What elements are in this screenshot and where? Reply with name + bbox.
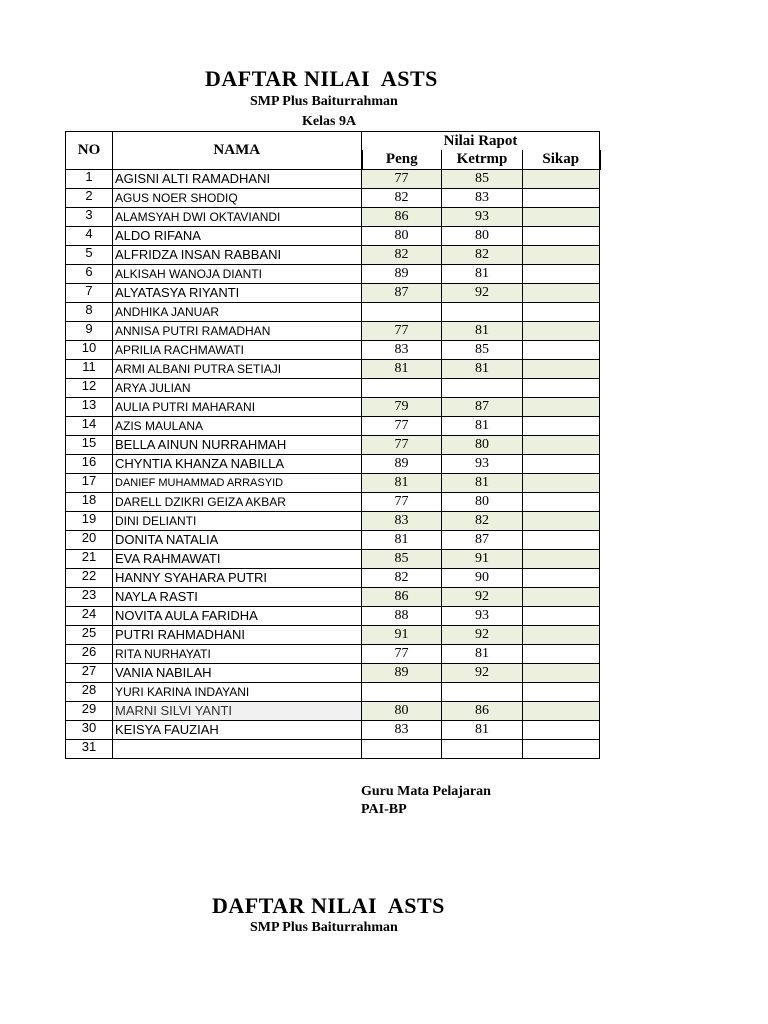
table-row [66, 607, 600, 626]
score-sikap [523, 379, 600, 398]
row-number: 19 [66, 512, 113, 531]
score-sikap [523, 455, 600, 474]
score-peng [362, 683, 442, 702]
student-name: BELLA AINUN NURRAHMAH [113, 436, 362, 455]
header-nama: NAMA [113, 132, 362, 170]
row-number: 3 [66, 208, 113, 227]
table-row [66, 379, 600, 398]
score-peng: 77 [362, 493, 442, 512]
table-row [66, 208, 600, 227]
score-peng: 82 [362, 246, 442, 265]
student-name: VANIA NABILAH [113, 664, 362, 683]
student-name: ARMI ALBANI PUTRA SETIAJI [113, 360, 362, 379]
score-sikap [523, 493, 600, 512]
score-ketrmp: 86 [442, 702, 523, 721]
row-number: 16 [66, 455, 113, 474]
score-sikap [523, 284, 600, 303]
table-row [66, 740, 600, 759]
student-name: EVA RAHMAWATI [113, 550, 362, 569]
score-ketrmp [442, 379, 523, 398]
row-number: 1 [66, 170, 113, 189]
row-number: 18 [66, 493, 113, 512]
student-name: DANIEF MUHAMMAD ARRASYID [113, 474, 362, 493]
score-sikap [523, 702, 600, 721]
score-ketrmp [442, 683, 523, 702]
score-sikap [523, 341, 600, 360]
score-ketrmp: 81 [442, 474, 523, 493]
score-ketrmp: 92 [442, 588, 523, 607]
score-sikap [523, 531, 600, 550]
row-number: 2 [66, 189, 113, 208]
score-ketrmp [442, 303, 523, 322]
row-number: 22 [66, 569, 113, 588]
table-row [66, 398, 600, 417]
row-number: 26 [66, 645, 113, 664]
row-number: 29 [66, 702, 113, 721]
row-number: 8 [66, 303, 113, 322]
score-peng [362, 740, 442, 759]
table-row [66, 455, 600, 474]
score-peng: 81 [362, 474, 442, 493]
score-peng: 82 [362, 569, 442, 588]
repeat-document-title: DAFTAR NILAI ASTS [212, 893, 445, 918]
score-peng: 91 [362, 626, 442, 645]
row-number: 7 [66, 284, 113, 303]
student-name: DARELL DZIKRI GEIZA AKBAR [113, 493, 362, 512]
student-name [113, 740, 362, 759]
table-row [66, 512, 600, 531]
class-name: Kelas 9A [302, 114, 357, 129]
row-number: 11 [66, 360, 113, 379]
score-peng: 77 [362, 170, 442, 189]
score-ketrmp: 85 [442, 170, 523, 189]
score-peng: 86 [362, 208, 442, 227]
score-sikap [523, 436, 600, 455]
score-sikap [523, 512, 600, 531]
score-ketrmp: 92 [442, 664, 523, 683]
score-peng: 85 [362, 550, 442, 569]
score-sikap [523, 227, 600, 246]
student-name: ARYA JULIAN [113, 379, 362, 398]
score-peng: 86 [362, 588, 442, 607]
score-ketrmp [442, 740, 523, 759]
table-row [66, 322, 600, 341]
score-ketrmp: 81 [442, 721, 523, 740]
score-peng: 81 [362, 531, 442, 550]
row-number: 30 [66, 721, 113, 740]
score-sikap [523, 683, 600, 702]
header-no: NO [66, 132, 113, 170]
score-ketrmp: 85 [442, 341, 523, 360]
score-ketrmp: 81 [442, 322, 523, 341]
document-title: DAFTAR NILAI ASTS [205, 66, 438, 91]
signature-role: Guru Mata Pelajaran [361, 784, 491, 799]
student-name: ALDO RIFANA [113, 227, 362, 246]
score-sikap [523, 208, 600, 227]
score-ketrmp: 80 [442, 493, 523, 512]
score-ketrmp: 93 [442, 208, 523, 227]
student-name: NOVITA AULA FARIDHA [113, 607, 362, 626]
score-sikap [523, 170, 600, 189]
row-number: 5 [66, 246, 113, 265]
score-sikap [523, 607, 600, 626]
school-name: SMP Plus Baiturrahman [250, 94, 398, 109]
student-name: ALFRIDZA INSAN RABBANI [113, 246, 362, 265]
score-ketrmp: 80 [442, 436, 523, 455]
score-peng: 80 [362, 227, 442, 246]
row-number: 21 [66, 550, 113, 569]
score-peng: 79 [362, 398, 442, 417]
score-peng: 77 [362, 417, 442, 436]
row-number: 20 [66, 531, 113, 550]
student-name: AZIS MAULANA [113, 417, 362, 436]
student-name: AGISNI ALTI RAMADHANI [113, 170, 362, 189]
score-ketrmp: 91 [442, 550, 523, 569]
table-row [66, 531, 600, 550]
score-peng: 87 [362, 284, 442, 303]
row-number: 28 [66, 683, 113, 702]
score-ketrmp: 80 [442, 227, 523, 246]
score-ketrmp: 87 [442, 398, 523, 417]
table-row [66, 360, 600, 379]
score-ketrmp: 90 [442, 569, 523, 588]
score-sikap [523, 189, 600, 208]
score-peng: 81 [362, 360, 442, 379]
score-sikap [523, 645, 600, 664]
table-row [66, 189, 600, 208]
score-peng: 80 [362, 702, 442, 721]
student-name: ALAMSYAH DWI OKTAVIANDI [113, 208, 362, 227]
student-name: DINI DELIANTI [113, 512, 362, 531]
table-row [66, 702, 600, 721]
score-ketrmp: 81 [442, 417, 523, 436]
score-ketrmp: 93 [442, 455, 523, 474]
score-sikap [523, 740, 600, 759]
table-row [66, 588, 600, 607]
header-peng: Peng [362, 150, 442, 170]
row-number: 15 [66, 436, 113, 455]
row-number: 4 [66, 227, 113, 246]
score-ketrmp: 81 [442, 645, 523, 664]
row-number: 10 [66, 341, 113, 360]
table-row [66, 664, 600, 683]
header-nilai-rapot: Nilai Rapot [362, 132, 600, 151]
score-ketrmp: 87 [442, 531, 523, 550]
row-number: 25 [66, 626, 113, 645]
table-row [66, 569, 600, 588]
score-ketrmp: 92 [442, 284, 523, 303]
score-peng: 77 [362, 322, 442, 341]
score-ketrmp: 92 [442, 626, 523, 645]
table-row [66, 265, 600, 284]
score-sikap [523, 721, 600, 740]
score-sikap [523, 322, 600, 341]
table-row [66, 303, 600, 322]
grades-table-body [66, 170, 600, 759]
table-row [66, 721, 600, 740]
score-sikap [523, 417, 600, 436]
student-name: NAYLA RASTI [113, 588, 362, 607]
score-peng: 88 [362, 607, 442, 626]
table-row [66, 436, 600, 455]
row-number: 27 [66, 664, 113, 683]
score-ketrmp: 82 [442, 512, 523, 531]
score-peng [362, 379, 442, 398]
score-peng: 89 [362, 455, 442, 474]
student-name: PUTRI RAHMADHANI [113, 626, 362, 645]
header-sikap: Sikap [523, 150, 600, 170]
signature-subject: PAI-BP [361, 802, 407, 817]
score-peng: 89 [362, 664, 442, 683]
table-row [66, 227, 600, 246]
score-peng: 77 [362, 436, 442, 455]
student-name: RITA NURHAYATI [113, 645, 362, 664]
score-sikap [523, 664, 600, 683]
row-number: 31 [66, 740, 113, 759]
score-sikap [523, 360, 600, 379]
score-peng: 82 [362, 189, 442, 208]
score-ketrmp: 83 [442, 189, 523, 208]
table-row [66, 170, 600, 189]
score-sikap [523, 588, 600, 607]
student-name: ANNISA PUTRI RAMADHAN [113, 322, 362, 341]
grades-table [65, 131, 601, 759]
table-row [66, 550, 600, 569]
row-number: 12 [66, 379, 113, 398]
row-number: 14 [66, 417, 113, 436]
score-sikap [523, 246, 600, 265]
score-ketrmp: 93 [442, 607, 523, 626]
row-number: 17 [66, 474, 113, 493]
score-peng: 83 [362, 341, 442, 360]
row-number: 9 [66, 322, 113, 341]
student-name: APRILIA RACHMAWATI [113, 341, 362, 360]
table-row [66, 341, 600, 360]
score-sikap [523, 303, 600, 322]
score-ketrmp: 81 [442, 360, 523, 379]
student-name: ALYATASYA RIYANTI [113, 284, 362, 303]
score-peng: 83 [362, 512, 442, 531]
score-peng: 89 [362, 265, 442, 284]
score-peng [362, 303, 442, 322]
student-name: CHYNTIA KHANZA NABILLA [113, 455, 362, 474]
score-sikap [523, 265, 600, 284]
score-peng: 83 [362, 721, 442, 740]
repeat-school-name: SMP Plus Baiturrahman [250, 920, 398, 935]
table-row [66, 417, 600, 436]
header-ketrmp: Ketrmp [442, 150, 523, 170]
score-sikap [523, 569, 600, 588]
table-row [66, 284, 600, 303]
student-name: AULIA PUTRI MAHARANI [113, 398, 362, 417]
table-row [66, 626, 600, 645]
row-number: 23 [66, 588, 113, 607]
score-peng: 77 [362, 645, 442, 664]
table-row [66, 493, 600, 512]
row-number: 24 [66, 607, 113, 626]
score-sikap [523, 474, 600, 493]
row-number: 13 [66, 398, 113, 417]
student-name: MARNI SILVI YANTI [113, 702, 362, 721]
student-name: AGUS NOER SHODIQ [113, 189, 362, 208]
score-sikap [523, 626, 600, 645]
student-name: DONITA NATALIA [113, 531, 362, 550]
student-name: YURI KARINA INDAYANI [113, 683, 362, 702]
table-row [66, 474, 600, 493]
score-ketrmp: 81 [442, 265, 523, 284]
score-sikap [523, 550, 600, 569]
score-sikap [523, 398, 600, 417]
student-name: ALKISAH WANOJA DIANTI [113, 265, 362, 284]
table-row [66, 246, 600, 265]
student-name: ANDHIKA JANUAR [113, 303, 362, 322]
table-row [66, 645, 600, 664]
table-row [66, 683, 600, 702]
row-number: 6 [66, 265, 113, 284]
score-ketrmp: 82 [442, 246, 523, 265]
student-name: KEISYA FAUZIAH [113, 721, 362, 740]
student-name: HANNY SYAHARA PUTRI [113, 569, 362, 588]
